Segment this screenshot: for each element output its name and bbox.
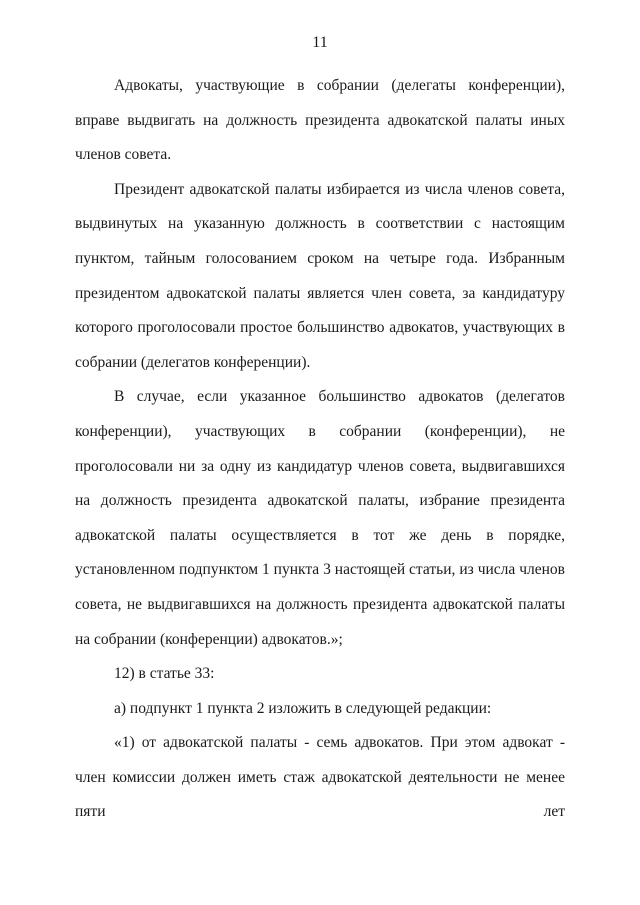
document-body — [75, 69, 565, 830]
paragraph-subpoint-edit: а) подпункт 1 пункта 2 изложить в следующей редакции: — [114, 699, 492, 717]
paragraph-delegates-nominate: Адвокаты, участвующие в собрании (делегаты конференции), вправе выдвигать на должность президента адвокатской палаты иных членов совета. — [75, 77, 565, 164]
page-number: 11 — [312, 34, 328, 51]
paragraph-no-majority: В случае, если указанное большинство адвокатов (делегатов конференции), участвующих в собрании (конференции), не проголосовали ни за одну из кандидатур членов совета, выдвигавшихся на должность президента адвокатской палаты, избрание президента адвокатской палаты осуществляется в тот же день в порядке, установленном подпунктом 1 пункта 3 настоящей статьи, из числа членов совета, не выдвигавшихся на должность президента адвокатской палаты на собрании (конференции) адвокатов.»; — [75, 388, 565, 648]
paragraph-commission-composition: «1) от адвокатской палаты - семь адвокатов. При этом адвокат - член комиссии должен иметь стаж адвокатской деятельности не менее пяти лет — [75, 734, 565, 821]
paragraph-president-election: Президент адвокатской палаты избирается из числа членов совета, выдвинутых на указанную должность в соответствии с настоящим пунктом, тайным голосованием сроком на четыре года. Избранным президентом адвокатской палаты является член совета, за кандидатуру которого проголосовали простое большинство адвокатов, участвующих в собрании (делегатов конференции). — [75, 180, 565, 371]
paragraph-article-33: 12) в статье 33: — [114, 665, 215, 683]
